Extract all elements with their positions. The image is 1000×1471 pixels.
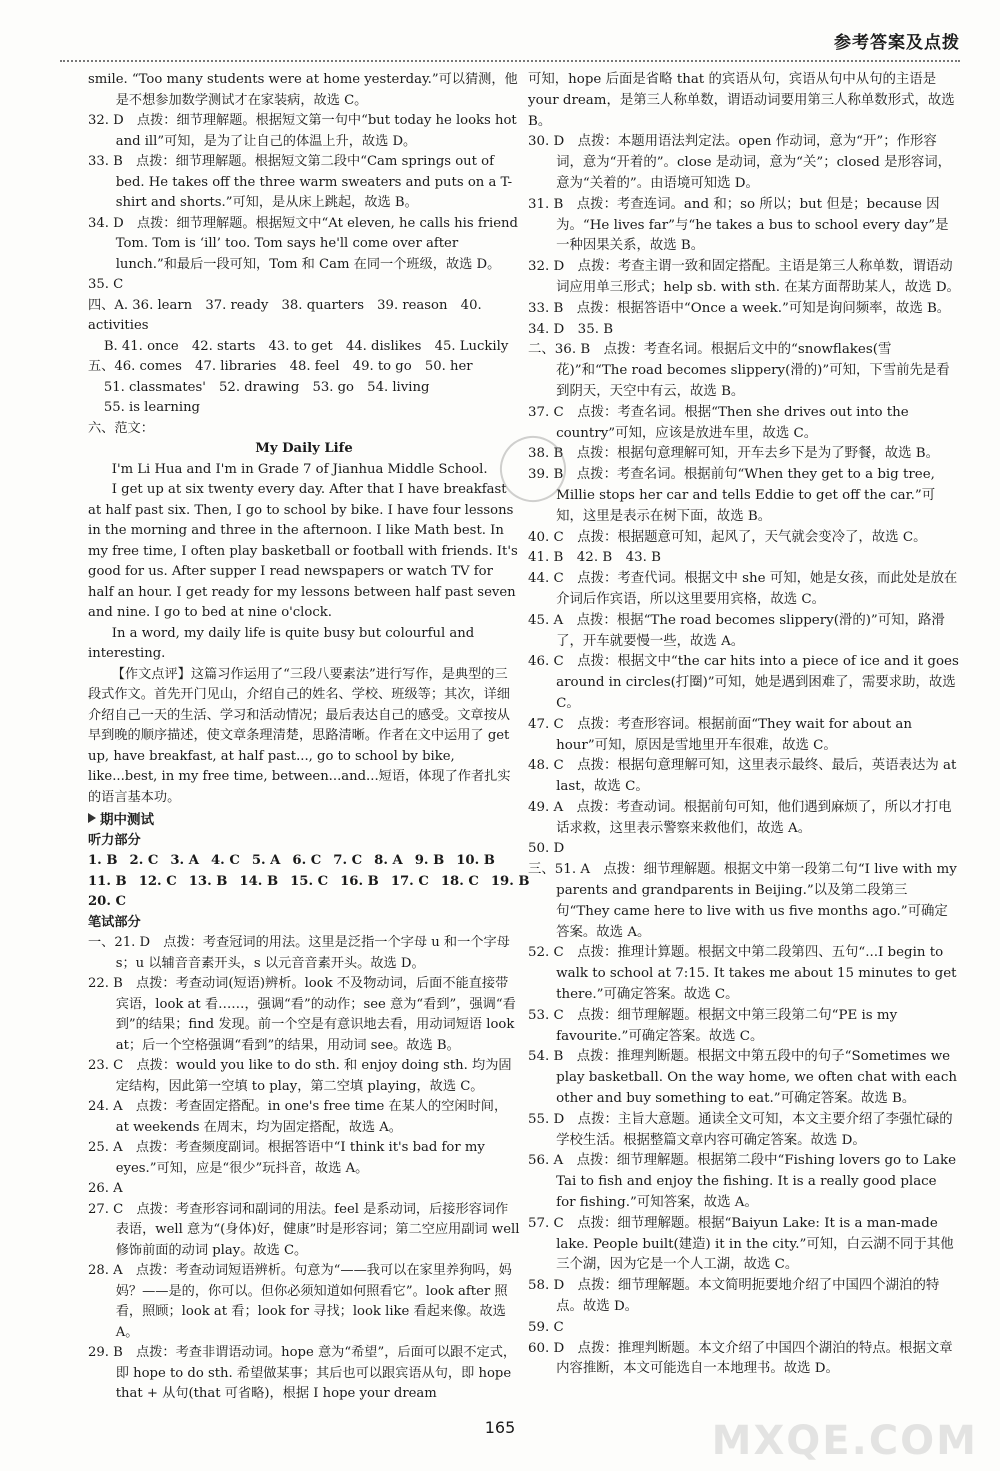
answer-line: 32. D 点拨：细节理解题。根据短文第一句中“but today he looks hot and ill”可知，是为了让自己的体温上升，故选 D。	[88, 113, 517, 149]
answer-line: 29. B 点拨：考查非谓语动词。hope 意为“希望”，后面可以跟不定式，即 hope to do sth. 希望做某事；其后也可以跟宾语从句，即 hope that + 从句(that 可省略)，根据 I hope your dream	[88, 1345, 517, 1401]
listening-answer: 18. C	[440, 873, 479, 889]
page-header	[60, 22, 960, 62]
vocab-line: 51. classmates' 52. drawing 53. go 54. living	[103, 379, 430, 395]
answer-line: 45. A 点拨：根据“The road becomes slippery(滑的)”可知，路滑了，开车就要慢一些，故选 A。	[528, 612, 945, 649]
vocab-line: B. 41. once 42. starts 43. to get 44. dislikes 45. Luckily	[103, 338, 509, 354]
left-column	[88, 70, 530, 1405]
answer-line: 47. C 点拨：考查形容词。根据前面“They wait for about an hour”可知，原因是雪地里开车很难，故选 C。	[528, 716, 912, 753]
answer-line: 41. B 42. B 43. B	[528, 550, 661, 566]
answer-line: 55. D 点拨：主旨大意题。通读全文可知，本文主要介绍了李强忙碌的学校生活。根据整篇文章内容可确定答案。故选 D。	[528, 1111, 953, 1148]
listening-answer: 8. A	[374, 853, 403, 868]
essay-paragraph: I'm Li Hua and I'm in Grade 7 of Jianhua Middle School.	[111, 461, 488, 477]
answer-line: 可知，hope 后面是省略 that 的宾语从句，宾语从句中从句的主语是 your dream，是第三人称单数，谓语动词要用第三人称单数形式，故选 B。	[528, 72, 955, 129]
right-column	[528, 70, 960, 1380]
vocab-line: 五、46. comes 47. libraries 48. feel 49. to go 50. her	[88, 359, 473, 374]
listening-answer: 6. C	[292, 853, 322, 868]
listening-answer: 13. B	[188, 873, 228, 889]
answer-line: smile. “Too many students were at home yesterday.”可以猜测，他是不想参加数学测试才在家装病，故选 C。	[88, 72, 518, 108]
answer-line: 59. C	[528, 1319, 564, 1335]
listening-answer: 10. B	[456, 853, 495, 868]
answer-line: 二、36. B 点拨：考查名词。根据后文中的“snowflakes(雪花)”和“The road becomes slippery(滑的)”可知，下雪前先是看到阴天，天空中有云，故选 B。	[528, 342, 950, 399]
answer-line: 25. A 点拨：考查频度副词。根据答语中“I think it's bad for my eyes.”可知，应是“很少”玩抖音，故选 A。	[88, 1140, 485, 1176]
listening-row	[88, 851, 520, 872]
listening-answer: 20. C	[88, 894, 127, 909]
listening-answer: 16. B	[340, 873, 379, 889]
listening-row	[88, 892, 520, 913]
vocab-line: 四、A. 36. learn 37. ready 38. quarters 39. reason 40. activities	[88, 297, 482, 333]
listening-answer: 7. C	[333, 853, 363, 868]
listening-answer: 15. C	[290, 873, 329, 889]
answer-line: 50. D	[528, 841, 565, 857]
essay-paragraph: In a word, my daily life is quite busy but colourful and interesting.	[88, 625, 475, 661]
listening-answer: 3. A	[170, 853, 199, 868]
answer-line: 31. B 点拨：考查连词。and 和；so 所以；but 但是；because 因为。“He lives far”与“he takes a bus to school every day”是一种因果关系，故选 B。	[528, 196, 949, 254]
vocab-line: 55. is learning	[103, 400, 201, 415]
answer-line: 34. D 点拨：细节理解题。根据短文中“At eleven, he calls his friend Tom. Tom is ‘ill’ too. Tom says he'll come over after lunch.”和最后一段可知，Tom 和 Cam 在同一个班级，故选 D。	[88, 215, 518, 272]
listening-answer: 2. C	[129, 853, 159, 868]
answer-line: 48. C 点拨：根据句意理解可知，这里表示最终、最后，英语表达为 at last，故选 C。	[528, 758, 957, 795]
listening-answer: 17. C	[390, 873, 429, 889]
answer-line: 24. A 点拨：考查固定搭配。in one's free time 在某人的空闲时间，at weekends 在周末，均为固定搭配，故选 A。	[88, 1099, 508, 1135]
midterm-label: 期中测试	[100, 812, 154, 828]
answer-line: 三、51. A 点拨：细节理解题。根据文中第一段第二句“I live with my parents and grandparents in Beijing.”以及第二段第三句“They came here to live with us five months ago.”可确定答案。故选 A。	[528, 862, 957, 940]
answer-line: 30. D 点拨：本题用语法判定法。open 作动词，意为“开”；作形容词，意为“开着的”。close 是动词，意为“关”；closed 是形容词，意为“关着的”。由语境可知选 D。	[528, 134, 952, 191]
writing-heading: 笔试部分	[88, 914, 141, 930]
header-rule	[60, 60, 960, 62]
answer-line: 一、21. D 点拨：考查冠词的用法。这里是泛指一个字母 u 和一个字母 s；u 以辅音音素开头，s 以元音音素开头。故选 D。	[88, 935, 510, 971]
listening-answer: 4. C	[210, 853, 240, 868]
answer-line: 49. A 点拨：考查动词。根据前句可知，他们遇到麻烦了，所以才打电话求救，这里表示警察来救他们，故选 A。	[528, 799, 952, 836]
answer-line: 37. C 点拨：考查名词。根据“Then she drives out into the country”可知，应该是放进车里，故选 C。	[528, 404, 909, 441]
page-number: 165	[484, 1418, 516, 1437]
header-title: 参考答案及点拨	[834, 33, 960, 53]
answer-line: 33. B 点拨：根据答语中“Once a week.”可知是询问频率，故选 B。	[528, 300, 951, 316]
essay-title: My Daily Life	[255, 441, 353, 456]
answer-line: 44. C 点拨：考查代词。根据文中 she 可知，她是女孩，而此处是放在介词后作宾语，所以这里要用宾格，故选 C。	[528, 571, 958, 607]
answer-line: 27. C 点拨：考查形容词和副词的用法。feel 是系动词，后接形容词作表语，well 意为“(身体)好，健康”时是形容词；第二空应用副词 well 修饰前面的动词 play。故选 C。	[88, 1201, 520, 1258]
answer-line: 57. C 点拨：细节理解题。根据“Baiyun Lake: It is a man-made lake. People built(建造) it in the city.”可知，白云湖不同于其他三个湖，因为它是一个人工湖，故选 C。	[528, 1215, 954, 1273]
answer-line: 58. D 点拨：细节理解题。本文简明扼要地介绍了中国四个湖泊的特点。故选 D。	[528, 1278, 940, 1315]
answer-line: 32. D 点拨：考查主谓一致和固定搭配。主语是第三人称单数，谓语动词应用单三形式；help sb. with sth. 在某方面帮助某人，故选 D。	[528, 259, 960, 295]
watermark-logo: MXQE.COM	[711, 1418, 978, 1464]
listening-answer: 9. B	[414, 853, 445, 868]
answer-line: 40. C 点拨：根据题意可知，起风了，天气就会变冷了，故选 C。	[528, 529, 927, 545]
listening-answer: 19. B	[490, 873, 530, 889]
answer-line: 35. C	[88, 277, 124, 292]
answer-line: 52. C 点拨：推理计算题。根据文中第二段第四、五句“...I begin to walk to school at 7:15. It takes me about 15 minutes to get there.”可确定答案。故选 C。	[528, 945, 957, 1003]
answer-line: 26. A	[88, 1181, 123, 1196]
answer-line: 60. D 点拨：推理判断题。本文介绍了中国四个湖泊的特点。根据文章内容推断，本文可能选自一本地理书。故选 D。	[528, 1340, 953, 1377]
answer-line: 34. D 35. B	[528, 321, 614, 337]
essay-heading: 六、范文：	[88, 420, 154, 436]
listening-answer: 5. A	[251, 853, 281, 868]
essay-body	[88, 460, 520, 809]
triangle-icon	[88, 813, 96, 823]
essay-paragraph: I get up at six twenty every day. After that I have breakfast at half past six. Then, I go to school by bike. I have four lessons in the morning and three in the afternoon. I like Math best. In my free time, I often play basketball or football with friends. It's good for us. After supper I read newspapers or watch TV for half an hour. I get ready for my lessons between half past seven and nine. I go to bed at nine o'clock.	[88, 482, 518, 620]
listening-heading: 听力部分	[88, 832, 141, 848]
answer-line: 46. C 点拨：根据文中“the car hits into a piece of ice and it goes around in circles(打圈)”可知，她是遇到困难了，需要求助，故选 C。	[528, 654, 959, 711]
essay-comment: 【作文点评】这篇习作运用了“三段八要素法”进行写作，是典型的三段式作文。首先开门见山，介绍自己的姓名、学校、班级等；其次，详细介绍自己一天的生活、学习和活动情况；最后表达自己的感受。文章按从早到晚的顺序描述，使文章条理清楚，思路清晰。作者在文中运用了 get up, have breakfast, at half past..., go to school by bike, like...best, in my free time, between...and...短语，体现了作者扎实的语言基本功。	[88, 666, 511, 805]
answer-line: 54. B 点拨：推理判断题。根据文中第五段中的句子“Sometimes we play basketball. On the way home, we often chat with each other and buy something to eat.”可确定答案。故选 B。	[528, 1049, 958, 1107]
listening-answer: 1. B	[88, 853, 118, 868]
answer-line: 38. B 点拨：根据句意理解可知，开车去乡下是为了野餐，故选 B。	[528, 446, 940, 462]
answer-line: 33. B 点拨：细节理解题。根据短文第二段中“Cam springs out of bed. He takes off the three warm sweaters and puts on a T-shirt and shorts.”可知，是从床上跳起，故选 B。	[88, 154, 513, 210]
answer-line: 28. A 点拨：考查动词短语辨析。句意为“——我可以在家里养狗吗，妈妈？——是的，你可以。但你必须知道如何照看它”。look after 照看，照顾；look at 看；look for 寻找；look like 看起来像。故选 A。	[88, 1263, 512, 1340]
answer-line: 39. B 点拨：考查名词。根据前句“When they get to a big tree, Millie stops her car and tells Eddie to get off the car.”可知，这里是表示在树下面，故选 B。	[528, 467, 936, 524]
answer-line: 22. B 点拨：考查动词(短语)辨析。look 不及物动词，后面不能直接带宾语，look at 看……，强调“看”的动作；see 意为“看到”，强调“看到”的结果；find 发现。前一个空是有意识地去看，用动词短语 look at；后一个空格强调“看到”的结果，用动词 see。故选 B。	[88, 976, 516, 1053]
listening-answer: 11. B	[88, 873, 127, 889]
listening-answer: 14. B	[239, 873, 279, 889]
listening-row	[88, 872, 530, 893]
listening-answer: 12. C	[138, 873, 177, 889]
midterm-heading	[88, 810, 520, 831]
answer-line: 53. C 点拨：细节理解题。根据文中第三段第二句“PE is my favourite.”可确定答案。故选 C。	[528, 1007, 898, 1044]
answer-line: 56. A 点拨：细节理解题。根据第二段中“Fishing lovers go to Lake Tai to fish and enjoy the fishing. It is a really good place for fishing.”可知答案，故选 A。	[528, 1153, 956, 1211]
answer-line: 23. C 点拨：would you like to do sth. 和 enjoy doing sth. 均为固定结构，因此第一空填 to play，第二空填 playing，故选 C。	[88, 1058, 512, 1094]
